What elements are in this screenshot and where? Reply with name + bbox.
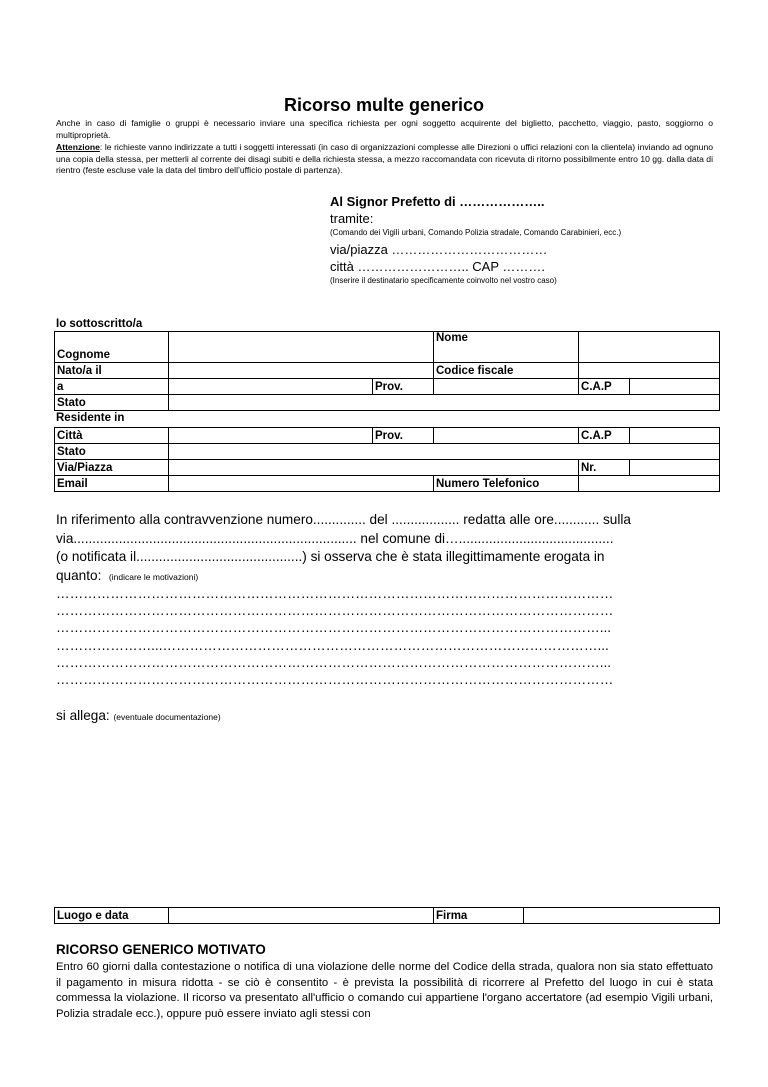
telefono-field[interactable] [579, 476, 720, 492]
dot-line[interactable]: …………………………………………………………………………………………………………... [56, 654, 612, 670]
label-cap: C.A.P [579, 379, 630, 395]
form-heading: Io sottoscritto/a [56, 318, 143, 330]
label-stato: Stato [55, 395, 169, 411]
motivation-lines[interactable] [56, 585, 712, 688]
res-stato-field[interactable] [169, 444, 720, 460]
firma-field[interactable] [524, 908, 720, 924]
label-nato: Nato/a il [55, 363, 169, 379]
birthdate-field[interactable] [169, 363, 434, 379]
label-a: a [55, 379, 169, 395]
attention-label: Attenzione [56, 142, 100, 152]
dot-line[interactable]: …………………...……………………………………………………………………………………... [56, 637, 609, 653]
recipient-prefetto: Al Signor Prefetto di ……………….. [330, 194, 545, 209]
label-prov-res: Prov. [373, 428, 434, 444]
intro-paragraph: Anche in caso di famiglie o gruppi è necessario inviare una specifica richiesta per ogni soggetto acquirente del biglietto, pacchetto, viaggio, pasto, soggiorno o multiproprietà. [56, 118, 713, 140]
reference-block [56, 511, 712, 586]
dot-line[interactable]: …………………………………………………………………………………………………………... [56, 620, 612, 636]
quanto-label: quanto: [56, 567, 102, 583]
recipient-block [330, 193, 730, 287]
label-codice-fiscale: Codice fiscale [434, 363, 579, 379]
recipient-tramite-note: (Comando dei Vigili urbani, Comando Polizia stradale, Comando Carabinieri, ecc.) [330, 228, 622, 237]
reference-line-3: (o notificata il............................................) si osserva che è stata illegittimamente erogata in [56, 549, 605, 564]
allega-block [56, 708, 221, 723]
nr-field[interactable] [630, 460, 720, 476]
residence-heading: Residente in [56, 412, 125, 424]
label-prov: Prov. [373, 379, 434, 395]
recipient-via: via/piazza ……………………………… [330, 242, 548, 257]
cognome-field[interactable] [169, 332, 434, 363]
motivato-heading: RICORSO GENERICO MOTIVATO [56, 942, 266, 957]
label-telefono: Numero Telefonico [434, 476, 579, 492]
dot-line[interactable]: …………………………………………………………………………………………………………… [56, 672, 614, 688]
motivato-text: Entro 60 giorni dalla contestazione o notifica di una violazione delle norme del Codice della strada, qualora non sia stato effettuato il pagamento in misura ridotta - se ciò è consentito - è prevista la possibilità di ricorrere al Prefetto del luogo in cui è stata commessa la violazione. Il ricorso va presentato all'ufficio o comando cui appartiene l'organo accertatore (ad esempio Vigili urbani, Polizia stradale ecc.), oppure può essere inviato agli stessi con [56, 961, 713, 1020]
birth-stato-field[interactable] [169, 395, 720, 411]
label-cognome: Cognome [55, 332, 169, 363]
label-via-piazza: Via/Piazza [55, 460, 169, 476]
codice-fiscale-field[interactable] [579, 363, 720, 379]
recipient-citta: città …………………….. CAP ………. [330, 259, 546, 274]
reference-line-2: via........................................................................... nel comune di…......................................... [56, 530, 614, 546]
birth-cap-field[interactable] [630, 379, 720, 395]
label-luogo-data: Luogo e data [55, 908, 169, 924]
reference-quanto [56, 567, 712, 587]
via-piazza-field[interactable] [169, 460, 579, 476]
email-field[interactable] [169, 476, 434, 492]
birthplace-field[interactable] [169, 379, 373, 395]
dot-line[interactable]: …………………………………………………………………………………………………………… [56, 603, 614, 619]
page-title: Ricorso multe generico [283, 95, 485, 115]
recipient-note: (Inserire il destinatario specificamente coinvolto nel vostro caso) [330, 276, 557, 285]
residence-table [54, 427, 720, 492]
label-email: Email [55, 476, 169, 492]
allega-label: si allega: [56, 708, 110, 723]
birth-prov-field[interactable] [434, 379, 579, 395]
label-nome: Nome [434, 332, 579, 363]
allega-note: (eventuale documentazione) [113, 712, 221, 722]
citta-field[interactable] [169, 428, 373, 444]
attention-text: : le richieste vanno indirizzate a tutti i soggetti interessati (in caso di organizzazioni complesse alle Direzioni o uffici relazioni con la clientela) inviando ad ognuno una copia della stessa, per metterli al corrente dei disagi subiti e della richiesta stessa, a mezzo raccomandata con ricevuta di ritorno possibilmente entro 10 gg. dalla data di rientro (feste escluse vale la data del timbro dell’ufficio postale di partenza). [56, 142, 713, 176]
attention-paragraph [56, 142, 713, 177]
label-nr: Nr. [579, 460, 630, 476]
luogo-data-field[interactable] [169, 908, 434, 924]
label-citta: Città [55, 428, 169, 444]
label-stato-res: Stato [55, 444, 169, 460]
res-cap-field[interactable] [630, 428, 720, 444]
dot-line[interactable]: …………………………………………………………………………………………………………… [56, 586, 614, 601]
recipient-tramite: tramite: [330, 211, 374, 226]
res-prov-field[interactable] [434, 428, 579, 444]
reference-line-1: In riferimento alla contravvenzione numero.............. del .................. redatta alle ore............ sulla [56, 512, 631, 527]
signature-table [54, 907, 720, 924]
quanto-note: (indicare le motivazioni) [108, 571, 199, 582]
label-firma: Firma [434, 908, 524, 924]
personal-data-table [54, 331, 720, 411]
label-cap-res: C.A.P [579, 428, 630, 444]
nome-field[interactable] [579, 332, 720, 363]
